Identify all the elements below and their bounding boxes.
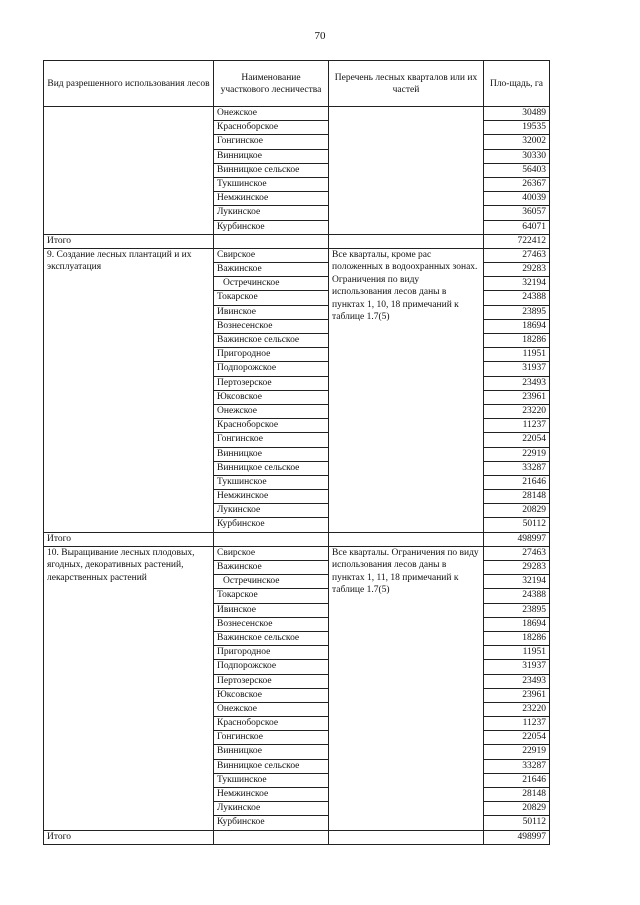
area-cell: 23895 — [484, 603, 550, 617]
area-cell: 56403 — [484, 163, 550, 177]
area-cell: 23493 — [484, 674, 550, 688]
area-cell: 23220 — [484, 702, 550, 716]
empty-cell — [214, 532, 329, 546]
area-cell: 11951 — [484, 348, 550, 362]
district-cell: Лукинское — [214, 206, 329, 220]
district-cell: Тукшинское — [214, 773, 329, 787]
table-row — [44, 248, 550, 262]
district-cell: Курбинское — [214, 816, 329, 830]
area-cell: 31937 — [484, 660, 550, 674]
district-cell: Немжинское — [214, 490, 329, 504]
area-cell: 32194 — [484, 277, 550, 291]
district-cell: Винницкое сельское — [214, 461, 329, 475]
area-cell: 22919 — [484, 745, 550, 759]
area-cell: 24388 — [484, 291, 550, 305]
use-type-cell — [44, 107, 214, 235]
header-quarters: Перечень лесных кварталов или их частей — [329, 61, 484, 107]
area-cell: 23961 — [484, 390, 550, 404]
area-cell: 30489 — [484, 107, 550, 121]
use-type-cell: 9. Создание лесных плантаций и их эксплуатация — [44, 248, 214, 532]
area-cell: 22919 — [484, 447, 550, 461]
district-cell: Гонгинское — [214, 433, 329, 447]
district-cell: Красноборское — [214, 717, 329, 731]
district-cell: Пертозерское — [214, 674, 329, 688]
area-cell: 11951 — [484, 646, 550, 660]
district-cell: Пертозерское — [214, 376, 329, 390]
quarters-cell: Все кварталы. Ограничения по виду использования лесов даны в пунктах 1, 11, 18 примечаний к таблице 1.7(5) — [329, 546, 484, 830]
district-cell: Гонгинское — [214, 135, 329, 149]
total-value: 722412 — [484, 234, 550, 248]
area-cell: 18286 — [484, 631, 550, 645]
district-cell: Пригородное — [214, 646, 329, 660]
empty-cell — [214, 830, 329, 844]
area-cell: 21646 — [484, 773, 550, 787]
table-row — [44, 546, 550, 560]
area-cell: 29283 — [484, 561, 550, 575]
area-cell: 22054 — [484, 433, 550, 447]
district-cell: Винницкое — [214, 447, 329, 461]
district-cell: Свирское — [214, 248, 329, 262]
area-cell: 18694 — [484, 617, 550, 631]
district-cell: Юксовское — [214, 688, 329, 702]
district-cell: Винницкое — [214, 149, 329, 163]
area-cell: 11237 — [484, 717, 550, 731]
total-label: Итого — [44, 234, 214, 248]
district-cell: Онежское — [214, 702, 329, 716]
area-cell: 32002 — [484, 135, 550, 149]
district-cell: Остречинское — [214, 277, 329, 291]
district-cell: Важинское — [214, 561, 329, 575]
area-cell: 33287 — [484, 759, 550, 773]
district-cell: Свирское — [214, 546, 329, 560]
district-cell: Важинское — [214, 263, 329, 277]
header-use-type: Вид разрешенного использования лесов — [44, 61, 214, 107]
empty-cell — [329, 532, 484, 546]
use-type-cell: 10. Выращивание лесных плодовых, ягодных, декоративных растений, лекарственных растений — [44, 546, 214, 830]
total-label: Итого — [44, 830, 214, 844]
district-cell: Остречинское — [214, 575, 329, 589]
area-cell: 23493 — [484, 376, 550, 390]
district-cell: Курбинское — [214, 518, 329, 532]
area-cell: 50112 — [484, 816, 550, 830]
area-cell: 22054 — [484, 731, 550, 745]
area-cell: 23220 — [484, 404, 550, 418]
quarters-cell — [329, 107, 484, 235]
area-cell: 24388 — [484, 589, 550, 603]
area-cell: 19535 — [484, 121, 550, 135]
area-cell: 64071 — [484, 220, 550, 234]
district-cell: Важинское сельское — [214, 631, 329, 645]
total-row — [44, 532, 550, 546]
district-cell: Винницкое — [214, 745, 329, 759]
empty-cell — [329, 830, 484, 844]
district-cell: Вознесенское — [214, 319, 329, 333]
area-cell: 36057 — [484, 206, 550, 220]
area-cell: 20829 — [484, 802, 550, 816]
area-cell: 11237 — [484, 419, 550, 433]
district-cell: Юксовское — [214, 390, 329, 404]
area-cell: 29283 — [484, 263, 550, 277]
area-cell: 31937 — [484, 362, 550, 376]
district-cell: Тукшинское — [214, 177, 329, 191]
table-body — [44, 107, 550, 845]
district-cell: Лукинское — [214, 504, 329, 518]
area-cell: 27463 — [484, 546, 550, 560]
district-cell: Ивинское — [214, 305, 329, 319]
area-cell: 30330 — [484, 149, 550, 163]
area-cell: 23895 — [484, 305, 550, 319]
district-cell: Пригородное — [214, 348, 329, 362]
area-cell: 28148 — [484, 490, 550, 504]
area-cell: 23961 — [484, 688, 550, 702]
area-cell: 18286 — [484, 334, 550, 348]
district-cell: Онежское — [214, 107, 329, 121]
quarters-cell: Все кварталы, кроме рас положенных в водоохранных зонах. Ограничения по виду использования лесов даны в пунктах 1, 10, 18 примечаний к таблице 1.7(5) — [329, 248, 484, 532]
district-cell: Гонгинское — [214, 731, 329, 745]
header-area: Пло-щадь, га — [484, 61, 550, 107]
district-cell: Подпорожское — [214, 660, 329, 674]
area-cell: 20829 — [484, 504, 550, 518]
district-cell: Важинское сельское — [214, 334, 329, 348]
total-value: 498997 — [484, 532, 550, 546]
district-cell: Лукинское — [214, 802, 329, 816]
area-cell: 33287 — [484, 461, 550, 475]
district-cell: Курбинское — [214, 220, 329, 234]
area-cell: 27463 — [484, 248, 550, 262]
area-cell: 18694 — [484, 319, 550, 333]
area-cell: 50112 — [484, 518, 550, 532]
district-cell: Немжинское — [214, 788, 329, 802]
district-cell: Токарское — [214, 589, 329, 603]
empty-cell — [214, 234, 329, 248]
area-cell: 40039 — [484, 192, 550, 206]
forest-use-table — [43, 60, 550, 845]
district-cell: Подпорожское — [214, 362, 329, 376]
district-cell: Винницкое сельское — [214, 163, 329, 177]
district-cell: Ивинское — [214, 603, 329, 617]
district-cell: Онежское — [214, 404, 329, 418]
district-cell: Красноборское — [214, 121, 329, 135]
area-cell: 26367 — [484, 177, 550, 191]
table-header — [44, 61, 550, 107]
area-cell: 21646 — [484, 475, 550, 489]
total-row — [44, 234, 550, 248]
district-cell: Немжинское — [214, 192, 329, 206]
district-cell: Винницкое сельское — [214, 759, 329, 773]
total-label: Итого — [44, 532, 214, 546]
page-number: 70 — [314, 30, 326, 42]
district-cell: Вознесенское — [214, 617, 329, 631]
empty-cell — [329, 234, 484, 248]
total-value: 498997 — [484, 830, 550, 844]
district-cell: Красноборское — [214, 419, 329, 433]
area-cell: 32194 — [484, 575, 550, 589]
district-cell: Токарское — [214, 291, 329, 305]
table-row — [44, 107, 550, 121]
header-district: Наименование участкового лесничества — [214, 61, 329, 107]
total-row — [44, 830, 550, 844]
area-cell: 28148 — [484, 788, 550, 802]
district-cell: Тукшинское — [214, 475, 329, 489]
